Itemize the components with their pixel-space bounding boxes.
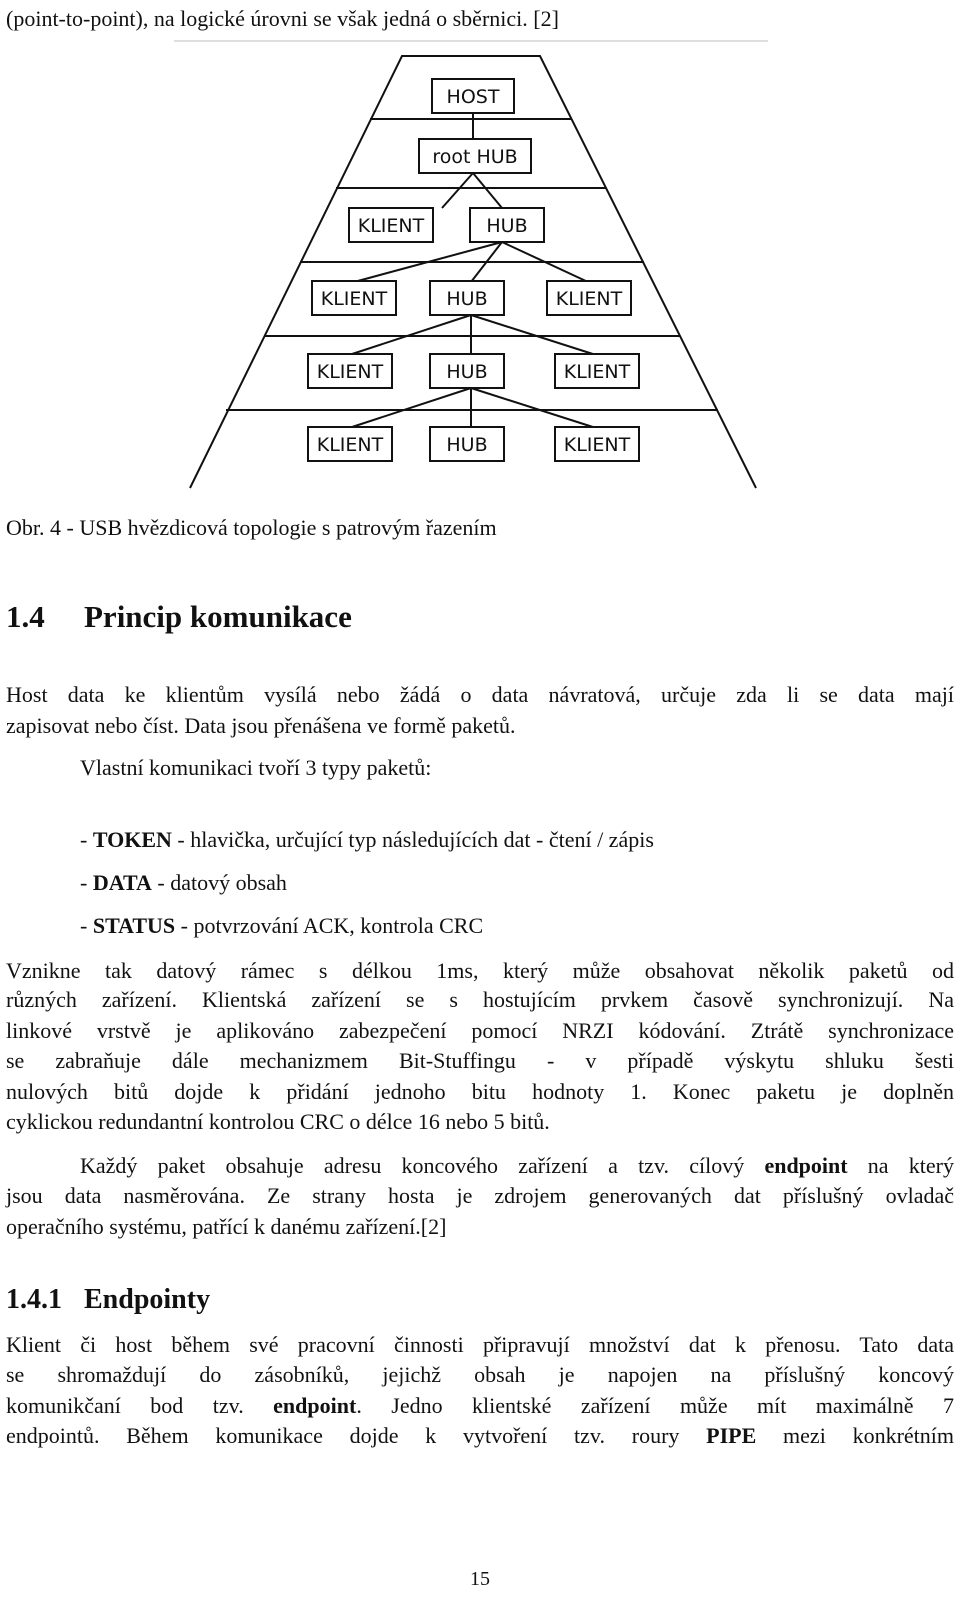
endpoints-line-2: se shromaždují do zásobníků, jejichž obsah je napojen na příslušný koncový (6, 1362, 954, 1387)
p3-line-3: operačního systému, patřící k danému zařízení.[2] (6, 1214, 447, 1239)
section-heading (6, 597, 352, 637)
packet-name: TOKEN (92, 827, 172, 852)
connector-l5-hub-l6-client-right (471, 388, 596, 428)
endpoints-line-3 (6, 1391, 954, 1421)
endpoints-text: . Jedno klientské zařízení může mít maximálně 7 (356, 1393, 954, 1418)
packet-name: DATA (92, 870, 152, 895)
subsection-number: 1.4.1 (6, 1284, 62, 1315)
p1-line-1: Host data ke klientům vysílá nebo žádá o data návratová, určuje zda li se data mají (6, 682, 954, 707)
section-number: 1.4 (6, 599, 45, 634)
page-number: 15 (470, 1568, 490, 1590)
label-l6-client-right: KLIENT (563, 434, 631, 456)
packet-desc: - hlavička, určující typ následujících dat - čtení / zápis (171, 827, 654, 852)
label-l4-client-left: KLIENT (320, 288, 388, 310)
intro-fragment: (point-to-point), na logické úrovni se však jedná o sběrnici. [2] (6, 6, 559, 31)
label-l5-client-left: KLIENT (316, 361, 384, 383)
packet-desc: - datový obsah (151, 870, 287, 895)
packet-token (80, 825, 954, 855)
section-title: Princip komunikace (84, 599, 352, 634)
label-root-hub: root HUB (432, 146, 518, 168)
label-l6-hub: HUB (446, 434, 488, 456)
label-l5-hub: HUB (446, 361, 488, 383)
packet-dash: - (80, 870, 93, 895)
subsection-heading (6, 1282, 210, 1318)
p2-line-4: se zabraňuje dále mechanizmem Bit-Stuffingu - v případě výskytu shluku šesti (6, 1048, 954, 1073)
label-l5-client-right: KLIENT (563, 361, 631, 383)
packet-name: STATUS (92, 913, 176, 938)
pipe-term: PIPE (706, 1423, 757, 1448)
label-l3-hub: HUB (486, 215, 528, 237)
packet-dash: - (80, 913, 93, 938)
label-l6-client-left: KLIENT (316, 434, 384, 456)
packet-data (80, 868, 954, 898)
usb-topology-figure (174, 40, 768, 500)
connector-roothub-client (442, 173, 473, 208)
p2-line-6: cyklickou redundantní kontrolou CRC o délce 16 nebo 5 bitů. (6, 1109, 550, 1134)
connector-l5-hub-l6-client-left (349, 388, 471, 428)
p3-line-2: jsou data nasměrována. Ze strany hosta je zdrojem generovaných dat příslušný ovladač (6, 1183, 954, 1208)
packets-intro: Vlastní komunikaci tvoří 3 typy paketů: (80, 755, 432, 780)
endpoint-term: endpoint (273, 1393, 357, 1418)
label-l3-client: KLIENT (357, 215, 425, 237)
endpoints-line-4 (6, 1421, 954, 1451)
p1-line-2: zapisovat nebo číst. Data jsou přenášena ve formě paketů. (6, 713, 516, 738)
p2-line-1: Vznikne tak datový rámec s délkou 1ms, který může obsahovat několik paketů od (6, 958, 954, 983)
endpoints-text: komunikčaní bod tzv. (6, 1393, 274, 1418)
p2-line-2: různých zařízení. Klientská zařízení se s hostujícím prvkem časově synchronizují. Na (6, 987, 954, 1012)
connector-roothub-hub (473, 173, 502, 208)
p3-text: Každý paket obsahuje adresu koncového zařízení a tzv. cílový (80, 1153, 765, 1178)
p3-line-1 (80, 1151, 954, 1181)
p2-line-5: nulových bitů dojde k přidání jednoho bitu hodnoty 1. Konec paketu je doplněn (6, 1079, 954, 1104)
label-l4-hub: HUB (446, 288, 488, 310)
figure-caption: Obr. 4 - USB hvězdicová topologie s patrovým řazením (6, 515, 497, 540)
packet-dash: - (80, 827, 93, 852)
endpoint-term: endpoint (764, 1153, 848, 1178)
label-l4-client-right: KLIENT (555, 288, 623, 310)
p2-line-3: linkové vrstvě je aplikováno zabezpečení pomocí NRZI kódování. Ztrátě synchronizace (6, 1018, 954, 1043)
subsection-title: Endpointy (84, 1284, 211, 1315)
packet-desc: - potvrzování ACK, kontrola CRC (175, 913, 484, 938)
packet-status (80, 911, 954, 941)
endpoints-line-1: Klient či host během své pracovní činnosti připravují množství dat k přenosu. Tato data (6, 1332, 954, 1357)
endpoints-text: mezi konkrétním (756, 1423, 954, 1448)
p3-text: na který (847, 1153, 954, 1178)
endpoints-text: endpointů. Během komunikace dojde k vytvoření tzv. roury (6, 1423, 707, 1448)
label-host: HOST (446, 86, 500, 108)
topology-diagram (174, 40, 768, 500)
